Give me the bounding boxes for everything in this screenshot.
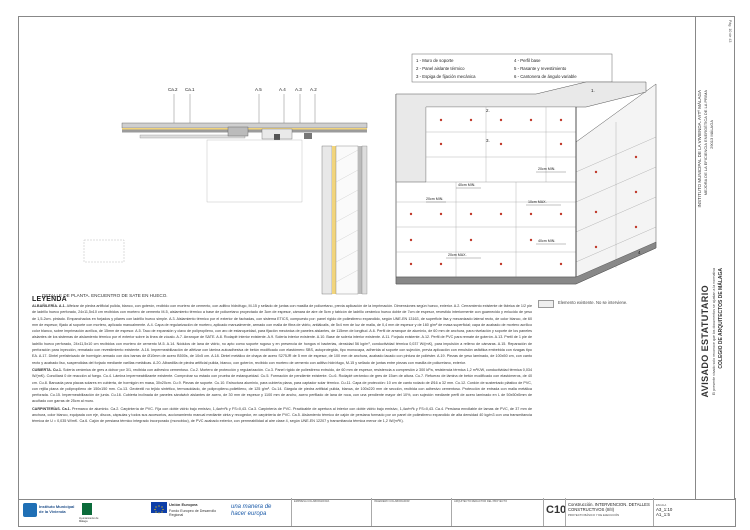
sheet-code-cell bbox=[543, 498, 566, 526]
project-label: PROYECTO BÁSICO Y DE EJECUCIÓN bbox=[568, 513, 620, 517]
existing-label: Elemento existente. No se interviene. bbox=[558, 300, 628, 305]
imv-logo-icon bbox=[23, 503, 37, 517]
europa-slogan: una manera de hacer europa bbox=[231, 504, 272, 517]
title-block bbox=[18, 498, 736, 527]
empresa-cell: EMPRESA COLABORADORA bbox=[291, 498, 372, 526]
legend-paragraph-albanileria: ALBAÑILERÍA. A.1. Alfeizar de piedra artificial pulida, blanco, con goterón, recibido con mortero de cemento, con aditivo hidrófugo, M-15 y sellado de juntas con masilla de poliuretano, previa aplicación de la imprimación. Dimensiones según hueco, exterior. A.2. Cerramiento existente de fábrica de 1/2 pie de ladrillo hueco perforado, 24x11,5x10 cm recibidos con mortero de cemento M-5, aislamiento térmico a base de poliuretano proyectado de 3cm de espesor, cámara de aire de 5cm y tabicón de ladrillo cerámico hueco doble de 7cm de espesor, revestido interiormente con guarnecido y enlucido de yeso de 1,5-2cm. pintado. Empanchados en forjados y pilares con ladrillo hueco simple. A.3. Aislamiento térmico por el exterior de fachadas, con sistema ETICS, compuesto por: panel rígido de poliestireno expandido, según UNE-EN 13163, de superficie lisa y mecanizado lateral recto, de color blanco, de 60 mm de espesor, fijado al soporte con mortero, aplicado manualmente. A.4. Capa de regularización de mortero, aplicado manualmente, armado con malla de fibra de vidrio, antiálcalis, de 5x4 mm de luz de malla, de 0,4 mm de espesor y de 160 g/m² de masa superficial; capa de acabado de mortero acrílico color blanco, sobre imprimación acrílica, de 15mm de espesor. A.5. Taco de expansión y clavo de polipropileno, con aro de estanqueidad, para fijación mecánica de paneles aislantes, de 115mm de longitud. A.6. Perfil de arranque de aluminio, de 60 mm de anchura, para nivelación y soporte de los paneles aislantes de los sistemas de aislamiento térmico por el exterior sobre la línea de zócalo. A.7. Arranque de SATE. A.8. Rodapié interior existente. A.9. Solería interior existente. A.10. Base de solería interior existente. A.11. Forjado existente. A.12. Perfil de PVC para remate de goterón. A.13. Pretil de 1 pie de ladrillo hueco perforado, 24x11,5x10 cm recibidos con mortero de cemento M-5. A.14. Nódulos de lana de vidrio, no apto como soporte rugoso y en presencia de hongos ni bacterias, densidad 56 kg/m³, conductividad térmica 0,037 W/(mK), para impulsión a relleno de cámaras. A.15. Reparación de perforación para inyección, rematado con revestimiento existente. A.16. Impermeabilización de alféizar con lámina autoadhesiva de betún modificado con elastómero SBS, autoprotegida, tipo monocapa, adherida al soporte con sujeción, previa aplicación con emulsión asfáltica embebida con rizagas tipo EA. A.17. Dintel prefabricado de hormigón armado con dos barras de Ø10mm de acero B500s, de 10x5 cm. A.18. Dintel metálico de chapa de acero S275JR de 5 mm de espesor, de 100 mm de anchura, acabado lacado con pintura de poliéster. A.19. Piezas de yeso laminado, de 100x50 cm, con canto recto y acabado liso, suspendidas del forjado mediante varillas metálicas. A.20. Albardilla de piedra artificial pulida, blanco, con goterón, recibido con mortero de cemento con aditivo hidrófugo, M-15 y sellado de juntas entre piezas con masilla de poliuretano, exterior. bbox=[32, 304, 533, 365]
arquitecto-cell: ARQUITECTO REDACTOR DEL PROYECTO bbox=[451, 498, 544, 526]
key-item: 6 - Cantonera de ángulo variable bbox=[514, 74, 577, 79]
dimension-label: 20cm MIN. bbox=[426, 197, 444, 201]
sheet-title-cell bbox=[565, 498, 654, 526]
key-item: 3 - Espiga de fijación mecánica bbox=[416, 74, 476, 79]
visado-title: AVISADO ESTATUTARIO bbox=[700, 285, 710, 398]
key-item: 5 - Rasante y revestimiento bbox=[514, 66, 567, 71]
marker-label: 1. bbox=[591, 88, 595, 93]
plan-caption: DETALLE DE PLANTA. ENCUENTRO DE SATE EN HUECO. bbox=[42, 293, 168, 298]
dimension-label: 20cm MIN. bbox=[538, 167, 556, 171]
malaga-crest-icon bbox=[82, 503, 92, 515]
imv-logo-text: Instituto Municipal de la Vivienda bbox=[39, 504, 75, 514]
marker-label: 2. bbox=[486, 108, 490, 113]
axonometric-detail-drawing bbox=[386, 22, 686, 302]
legend-paragraph-cubierta: CUBIERTA. Cu.1. Solería cerámica de gres a dolvor por 3/1, recibida con adhesivo cementoso. Cu.2. Mortero de protección y regularización. Cu.3. Panel rígido de poliestireno extruido, de 60 mm de espesor, resistencia a compresión ≥ 300 kPa, resistencia térmica 1,2 m²K/W, conductividad térmica 0,034 W/(mK). Conciliará 0 de reacción al fuego. Cu.4. Lámina impermeabilizante existente. Comprobar su estado con prueba de estanqueidad. Cu.5. Formación de pendiente existente. Cu.6. Rodapié cerámico de gres de 15cm de altura. Cu.7. Refuerzo de lámina de betún modificado con elastómeros, de 40 cm. Cu.8. Bancada para placas solares en cubierta, de hormigón en masa, 30x20cm. Cu.9. Piezas de soporte. Cu.10. Estructura aluminio, para cubierta plana, para captador solar térmico. Cu.11. Capa de protección: 10 cm de canto rodado de Ø16 a 32 mm. Cu.12. Cordón de sustentado plástico de PVC, con rejilla plana de polipropileno de 150x150 mm. Cu.13. Geotextil no tejido sintético, termosoldado, de polipropileno-polietileno, de 125 g/m². Cu.14. Gárgola de piedra artificial pulida, blanca, de 100x220 mm de sección, recibida con adhesivo cementoso. Protección de entrada con malla metálica perforada. Cu.15. Impermeabilización de junta. Cu.16. Cubierta inclinada de paneles sándwich aislantes de acero, de 30 mm de espesor y 1100 mm de ancho, acero perfilado de lana de roca, con una pendiente mayor del 10%, con sujeción mediante perfil de acero laminado en L de 50x50x5mm de acuñado con garras de 25cm al muro. bbox=[32, 367, 533, 404]
key-item: 2 - Panel aislante térmico bbox=[416, 66, 465, 71]
feder-label: Fondo Europeo de Desarrollo Regional bbox=[169, 509, 217, 518]
scale-a1: A1_1:5 bbox=[656, 512, 670, 517]
marker-label: 3. bbox=[486, 138, 490, 143]
callout-label: A.3 bbox=[295, 87, 302, 92]
legend-paragraph-carpinterias: CARPINTERÍAS. Ca.1. Premarco de aluminio. Ca.2. Carpintería de PVC. Fija con doble vidrio bajo emisivo, 1,4w/m²k y FS=0,43. Ca.3. Carpintería de PVC. Practicable de apertura al interior con doble vidrio bajo emisivo, 1,4w/m²k y FS=0,43. Ca.4. Persiana enrollable de lamas de PVC, de 37 mm de anchura, color blanco, equipada con eje, discos, cápsulas y todos sus accesorios, accionamiento manual mediante cinta y recogedor, en carpintería de PVC. Ca.5. Aislamiento térmico de cajón de persiana formado por un panel de poliestireno expandido de alta densidad 40 kg/m3 con una transmitancia térmica de U = 0,035 W/mK. Ca.6. Cajón de persiana térmico integrado incorporado (monobloc), de PVC acabado exterior, con permeabilidad al aire clase 4, según UNE-EN 12207 y transmitancia térmica menor de 1,2 W/(m²K). bbox=[32, 406, 532, 424]
page-number: Pág. 10 de 43 bbox=[728, 20, 732, 43]
key-item: 4 - Perfil base bbox=[514, 58, 541, 63]
callout-label: Ca.1 bbox=[185, 87, 195, 92]
sidebar-line: 29013 MÁLAGA bbox=[709, 120, 714, 149]
dimension-label: 10cm MAX. bbox=[528, 200, 547, 204]
scale-a3: A3_1:10 bbox=[656, 507, 673, 512]
dimension-label: 40cm MIN. bbox=[538, 239, 556, 243]
dimension-label: 40cm MIN. bbox=[458, 183, 476, 187]
existing-swatch bbox=[538, 300, 554, 308]
marker-label: 4 bbox=[638, 250, 641, 255]
callout-label: A.5 bbox=[255, 87, 262, 92]
eu-label: Unión Europea bbox=[169, 502, 198, 507]
ayuntamiento-label: Ayuntamiento de Málaga bbox=[79, 517, 99, 523]
legend-title: LEYENDA bbox=[32, 296, 67, 303]
callout-label: A.2 bbox=[310, 87, 317, 92]
sheet-code: C10 bbox=[546, 504, 567, 516]
callout-label: A.4 bbox=[279, 87, 286, 92]
sidebar-line: COLEGIO DE ARQUITECTOS DE MÁLAGA bbox=[718, 268, 724, 369]
callout-label: Ca.2 bbox=[168, 87, 178, 92]
plan-detail-drawing bbox=[22, 22, 382, 302]
sidebar-line: MEJORA DE LA EFICIENCIA ENERGÉTICA DE LA PRIMA bbox=[703, 90, 708, 196]
dimension-label: 20cm MAX. bbox=[448, 253, 467, 257]
eu-flag-icon bbox=[151, 502, 167, 513]
sidebar-line: INSTITUTO MUNICIPAL DE LA VIVIENDA. AYTº MÁLAGA bbox=[697, 90, 702, 208]
scale-cell: ESCALA A3_1:10 A1_1:5 bbox=[653, 498, 736, 526]
key-item: 1 - Muro de soporte bbox=[416, 58, 454, 63]
legend-body bbox=[32, 303, 532, 425]
sidebar-line: El presente visado solo reconoce que los documentos se ajustan a la normativa bbox=[712, 268, 716, 396]
ingeniero-cell: INGENIERO COLABORADOR bbox=[371, 498, 452, 526]
sheet-title: Construcción. INTERVENCION. DETALLES CONSTRUCTIVOS (II/II) bbox=[568, 502, 650, 512]
